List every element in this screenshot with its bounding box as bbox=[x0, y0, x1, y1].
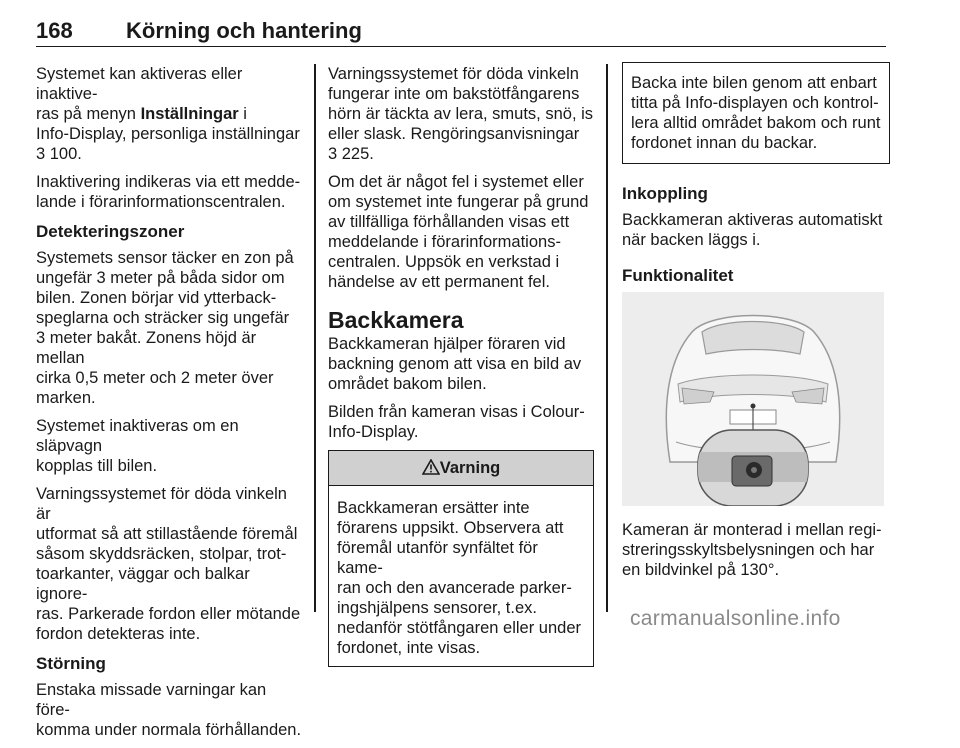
section-heading-activation: Inkoppling bbox=[622, 184, 708, 203]
paragraph bbox=[328, 64, 594, 164]
paragraph: Om det är något fel i systemet eller om systemet inte fungerar på grund av tillfälliga förhållanden visas ett meddelande i förarinformations- centralen. Uppsök en verkstad i händelse av ett permanent fel. bbox=[328, 173, 589, 291]
page-title: Körning och hantering bbox=[126, 18, 362, 43]
paragraph: Inaktivering indikeras via ett medde- lande i förarinformationscentralen. bbox=[36, 173, 301, 211]
section-heading-functionality: Funktionalitet bbox=[622, 266, 734, 285]
menu-name: Inställningar bbox=[140, 105, 239, 123]
paragraph: Systemet inaktiveras om en släpvagn kopplas till bilen. bbox=[36, 417, 239, 475]
paragraph: Bilden från kameran visas i Colour- Info-Display. bbox=[328, 403, 585, 441]
warning-text: Backkameran ersätter inte förarens uppsikt. Observera att föremål utanför synfältet för kame- ran och den avancerade parker- ingshjälpens sensorer, t.ex. nedanför stötfångaren eller under fordonet, inte visas. bbox=[337, 499, 582, 657]
column-2 bbox=[328, 64, 594, 667]
note-box bbox=[622, 62, 890, 164]
column-divider bbox=[314, 64, 316, 612]
paragraph: Systemets sensor täcker en zon på ungefär 3 meter på båda sidor om bilen. Zonen börjar vid ytterback- speglarna och sträcker sig ungefär 3 meter bakåt. Zonens höjd är mellan cirka 0,5 meter och 2 meter över marken. bbox=[36, 249, 294, 407]
warning-header bbox=[329, 451, 593, 486]
column-3 bbox=[622, 63, 890, 588]
warning-triangle-icon bbox=[422, 459, 440, 475]
column-1 bbox=[36, 64, 304, 748]
car-rear-illustration bbox=[622, 292, 884, 506]
note-text: Backa inte bilen genom att enbart titta på Info-displayen och kontrol- lera alltid området bakom och runt fordonet innan du backar. bbox=[631, 74, 881, 152]
paragraph: Backkameran hjälper föraren vid backning genom att visa en bild av området bakom bilen. bbox=[328, 335, 582, 393]
paragraph: Backkameran aktiveras automatiskt när backen läggs i. bbox=[622, 211, 883, 249]
warning-body bbox=[329, 486, 593, 666]
warning-title: Varning bbox=[439, 459, 501, 477]
warning-box bbox=[328, 450, 594, 667]
section-heading-rear-camera: Backkamera bbox=[328, 307, 464, 333]
paragraph: Enstaka missade varningar kan före- komma under normala förhållanden. bbox=[36, 681, 302, 739]
page-number: 168 bbox=[36, 18, 73, 43]
section-heading-detection-zones: Detekteringszoner bbox=[36, 222, 185, 241]
text: Systemet kan aktiveras eller inaktive- ras på menyn bbox=[36, 65, 243, 123]
section-heading-fault: Störning bbox=[36, 654, 106, 673]
page-reference: 3 100. bbox=[36, 145, 82, 163]
page-reference: 3 225. bbox=[328, 145, 374, 163]
page-header bbox=[36, 6, 886, 47]
rear-camera-illustration bbox=[622, 292, 884, 506]
column-divider bbox=[606, 64, 608, 612]
paragraph bbox=[36, 64, 304, 164]
paragraph: Varningssystemet för döda vinkeln är utformat så att stillastående föremål såsom skyddsräcken, stolpar, trot- toarkanter, väggar och balkar ignore- ras. Parkerade fordon eller mötande fordon detekteras inte. bbox=[36, 485, 301, 643]
text: Varningssystemet för döda vinkeln fungerar inte om bakstötfångarens hörn är täckta av lera, smuts, snö, is eller slask. Rengöringsanvisningar bbox=[328, 65, 594, 143]
watermark: carmanualsonline.info bbox=[630, 607, 841, 630]
paragraph: Kameran är monterad i mellan regi- streringsskyltsbelysningen och har en bildvinkel på 130°. bbox=[622, 521, 882, 579]
text: i Info-Display, personliga inställningar bbox=[36, 105, 300, 143]
